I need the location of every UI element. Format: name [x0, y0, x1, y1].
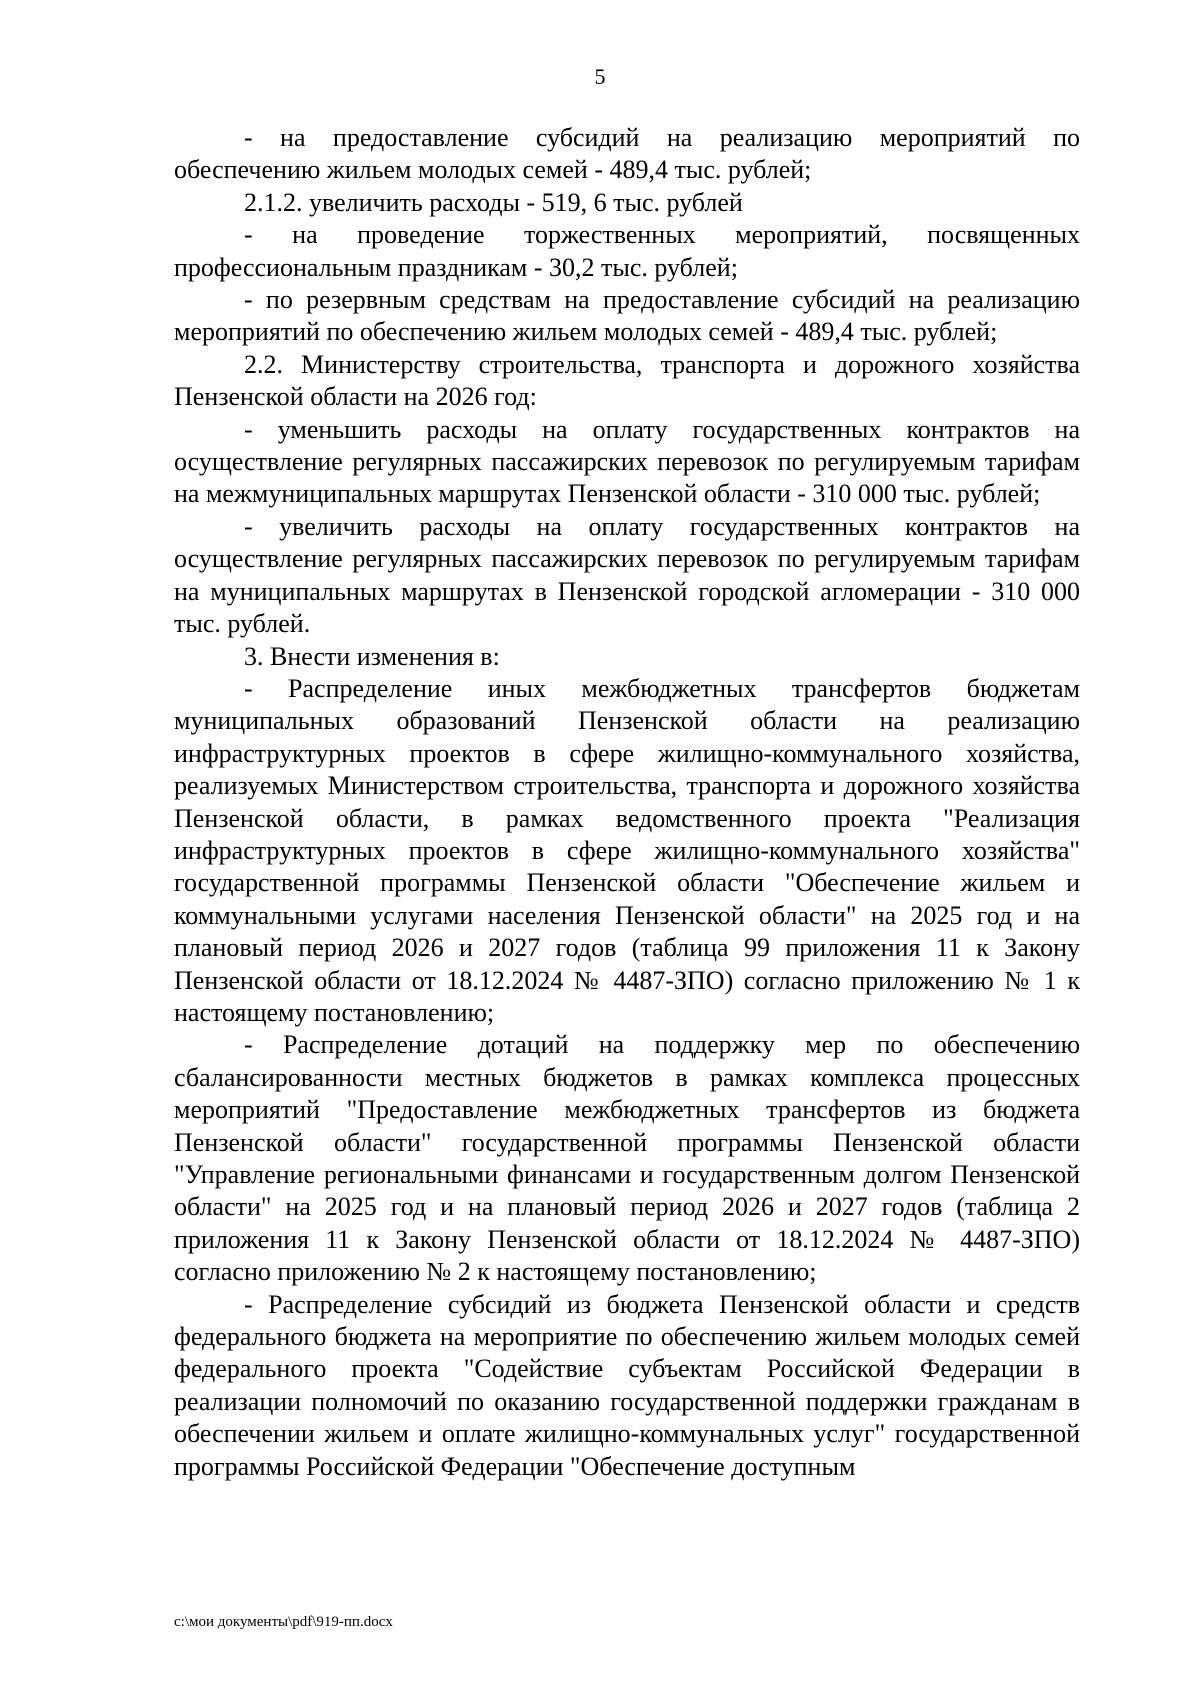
paragraph-8: 3. Внести изменения в:: [244, 641, 500, 671]
paragraph-1: - на предоставление субсидий на реализацию мероприятий по обеспечению жильем молодых семей - 489,4 тыс. рублей;: [174, 123, 1080, 185]
page-number: 5: [594, 64, 606, 89]
paragraph-7: - увеличить расходы на оплату государственных контрактов на осуществление регулярных пассажирских перевозок по регулируемым тарифам на муниципальных маршрутах в Пензенской городской агломерации - 310 000 тыс. рублей.: [174, 511, 1080, 639]
document-body: [174, 122, 1080, 1483]
paragraph-6: - уменьшить расходы на оплату государственных контрактов на осуществление регулярных пассажирских перевозок по регулируемым тарифам на межмуниципальных маршрутах Пензенской области - 310 000 тыс. рублей;: [174, 414, 1080, 509]
paragraph-4: - по резервным средствам на предоставление субсидий на реализацию мероприятий по обеспечению жильем молодых семей - 489,4 тыс. рублей;: [174, 285, 1080, 347]
paragraph-5: 2.2. Министерству строительства, транспорта и дорожного хозяйства Пензенской области на 2026 год:: [174, 349, 1080, 412]
footer-file-path: c:\мои документы\pdf\919-пп.docx: [174, 1614, 393, 1630]
paragraph-11: - Распределение субсидий из бюджета Пензенской области и средств федерального бюджета на мероприятие по обеспечению жильем молодых семей федерального проекта "Содействие субъектам Российской Федерации в реализации полномочий по оказанию государственной поддержки гражданам в обеспечении жильем и оплате жилищно-коммунальных услуг" государственной программы Российской Федерации "Обеспечение доступным: [174, 1289, 1080, 1481]
paragraph-3: - на проведение торжественных мероприятий, посвященных профессиональным праздникам - 30,2 тыс. рублей;: [174, 220, 1080, 282]
paragraph-10: - Распределение дотаций на поддержку мер по обеспечению сбалансированности местных бюджетов в рамках комплекса процессных мероприятий "Предоставление межбюджетных трансфертов из бюджета Пензенской области" государственной программы Пензенской области "Управление региональными финансами и государственным долгом Пензенской области" на 2025 год и на плановый период 2026 и 2027 годов (таблица 2 приложения 11 к Закону Пензенской области от 18.12.2024 № 4487-ЗПО) согласно приложению № 2 к настоящему постановлению;: [174, 1030, 1080, 1287]
paragraph-2: 2.1.2. увеличить расходы - 519, 6 тыс. рублей: [244, 187, 743, 217]
paragraph-9: - Распределение иных межбюджетных трансфертов бюджетам муниципальных образований Пензенской области на реализацию инфраструктурных проектов в сфере жилищно-коммунального хозяйства, реализуемых Министерством строительства, транспорта и дорожного хозяйства Пензенской области, в рамках ведомственного проекта "Реализация инфраструктурных проектов в сфере жилищно-коммунального хозяйства" государственной программы Пензенской области "Обеспечение жильем и коммунальными услугами населения Пензенской области" на 2025 год и на плановый период 2026 и 2027 годов (таблица 99 приложения 11 к Закону Пензенской области от 18.12.2024 № 4487-ЗПО) согласно приложению № 1 к настоящему постановлению;: [174, 673, 1080, 1027]
